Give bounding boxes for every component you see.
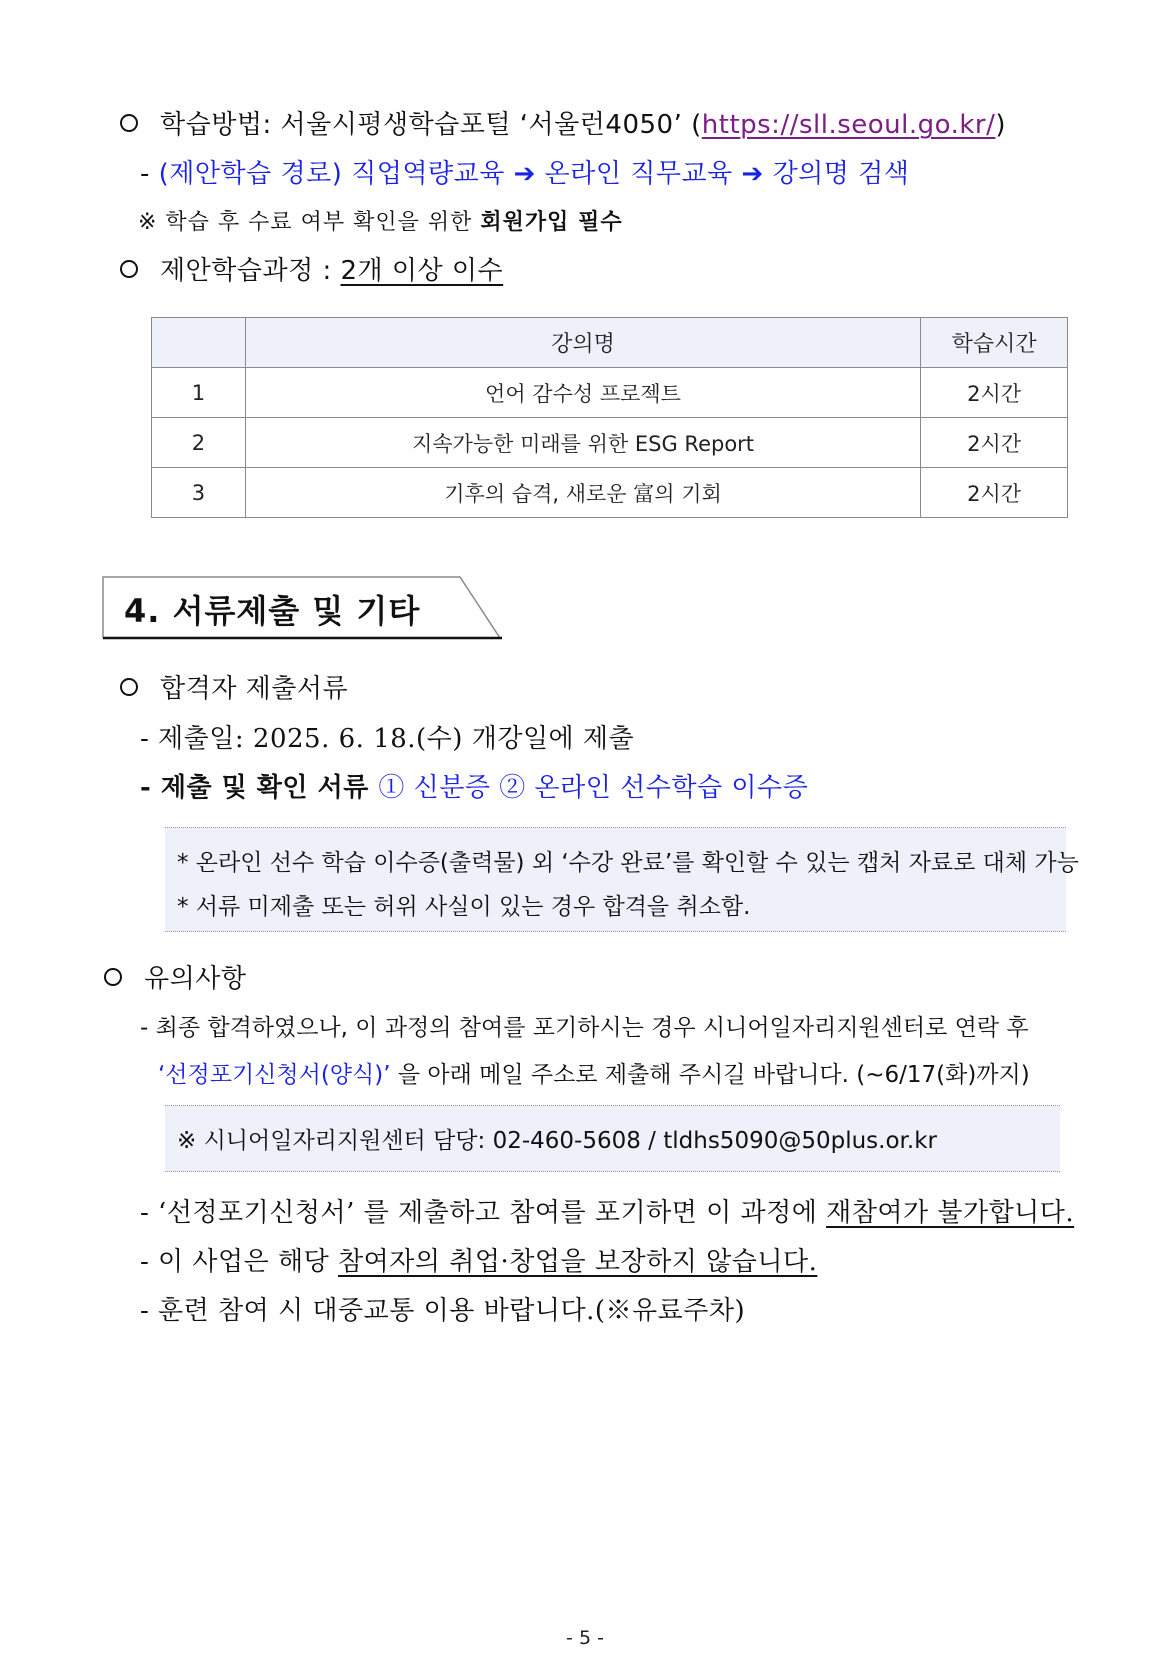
row-hours: 2시간 <box>921 368 1068 418</box>
no-guarantee-emphasis: 참여자의 취업·창업을 보장하지 않습니다. <box>338 1247 818 1277</box>
row-hours: 2시간 <box>921 468 1068 518</box>
study-method-label: 학습방법: 서울시평생학습포털 ‘서울런4050’ ( <box>160 110 702 140</box>
course-requirement-label: 제안학습과정 : <box>160 256 341 286</box>
circle-bullet-icon <box>104 968 122 986</box>
row-title: 언어 감수성 프로젝트 <box>245 368 920 418</box>
circle-bullet-icon <box>120 678 138 696</box>
row-hours: 2시간 <box>921 418 1068 468</box>
course-requirement-value: 2개 이상 이수 <box>340 256 504 286</box>
signup-note <box>138 205 623 236</box>
cautions-heading <box>104 958 246 995</box>
circle-bullet-icon <box>120 114 138 132</box>
required-documents-label: - 제출 및 확인 서류 <box>140 773 379 803</box>
course-requirement-line <box>120 250 503 287</box>
study-path: (제안학습 경로) 직업역량교육 ➔ 온라인 직무교육 ➔ 강의명 검색 <box>158 159 910 189</box>
contact-note-box <box>165 1105 1060 1172</box>
study-path-line <box>140 153 909 190</box>
required-documents-list: ① 신분증 ② 온라인 선수학습 이수증 <box>378 773 809 803</box>
circle-bullet-icon <box>120 260 138 278</box>
table-row <box>152 468 1068 518</box>
section-4-heading <box>102 576 502 640</box>
study-method-line <box>120 104 1006 141</box>
note-cancellation: * 서류 미제출 또는 허위 사실이 있는 경우 합격을 취소함. <box>177 894 751 920</box>
withdraw-instruction: 을 아래 메일 주소로 제출해 주시길 바랍니다. (~6/17(화)까지) <box>390 1062 1030 1088</box>
documents-label: 합격자 제출서류 <box>160 674 349 704</box>
no-guarantee-text: - 이 사업은 해당 <box>140 1247 339 1277</box>
link-close-paren: ) <box>995 110 1007 140</box>
signup-note-text: ※ 학습 후 수료 여부 확인을 위한 <box>138 210 481 235</box>
withdraw-form-name: ‘선정포기신청서(양식)’ <box>158 1062 391 1088</box>
header-hours: 학습시간 <box>921 318 1068 368</box>
portal-link[interactable]: https://sll.seoul.go.kr/ <box>701 110 996 140</box>
no-rejoin-emphasis: 재참여가 불가합니다. <box>826 1198 1075 1228</box>
note-capture-alternative: * 온라인 선수 학습 이수증(출력물) 외 ‘수강 완료’를 확인할 수 있는 캡처 자료로 대체 가능 <box>177 850 1079 876</box>
row-no: 1 <box>152 368 246 418</box>
row-title: 지속가능한 미래를 위한 ESG Report <box>245 418 920 468</box>
table-row <box>152 418 1068 468</box>
course-table <box>151 317 1068 518</box>
table-header-row <box>152 318 1068 368</box>
caution-withdraw-line2 <box>158 1056 1030 1089</box>
header-no <box>152 318 246 368</box>
cautions-label: 유의사항 <box>144 964 247 994</box>
contact-info: ※ 시니어일자리지원센터 담당: 02-460-5608 / tldhs5090@50plus.or.kr <box>177 1128 937 1154</box>
caution-withdraw-line1: - 최종 합격하였으나, 이 과정의 참여를 포기하시는 경우 시니어일자리지원센터로 연락 후 <box>140 1015 1029 1041</box>
page-number: - 5 - <box>566 1627 604 1649</box>
header-title: 강의명 <box>245 318 920 368</box>
row-title: 기후의 습격, 새로운 富의 기회 <box>245 468 920 518</box>
table-row <box>152 368 1068 418</box>
caution-public-transport: - 훈련 참여 시 대중교통 이용 바랍니다.(※유료주차) <box>140 1296 746 1326</box>
signup-required: 회원가입 필수 <box>480 210 623 235</box>
caution-no-guarantee <box>140 1241 817 1278</box>
documents-note-box <box>165 827 1079 932</box>
row-no: 2 <box>152 418 246 468</box>
row-no: 3 <box>152 468 246 518</box>
documents-heading <box>120 668 348 705</box>
section-4-title: 4. 서류제출 및 기타 <box>124 592 421 630</box>
required-documents-line <box>140 767 808 804</box>
study-path-dash: - <box>140 159 159 189</box>
caution-no-rejoin <box>140 1192 1074 1229</box>
no-rejoin-text: - ‘선정포기신청서’ 를 제출하고 참여를 포기하면 이 과정에 <box>140 1198 827 1228</box>
submission-date: - 제출일: 2025. 6. 18.(수) 개강일에 제출 <box>140 724 635 754</box>
